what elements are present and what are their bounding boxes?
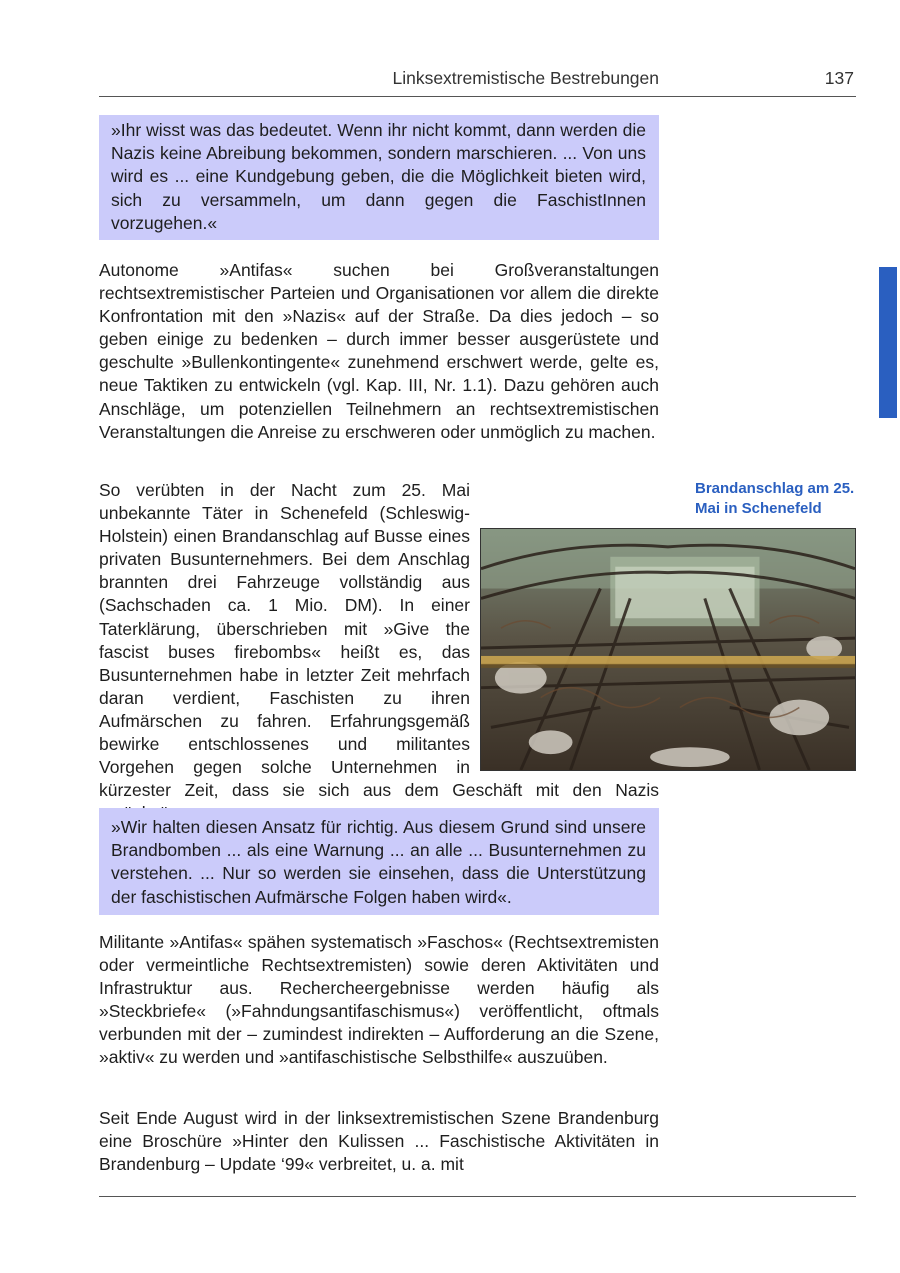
footer-rule: [99, 1196, 856, 1197]
chapter-tab-marker: [879, 267, 897, 418]
photo-container: [480, 528, 856, 771]
page-header: [99, 66, 856, 97]
paragraph-2-container: [99, 479, 659, 825]
paragraph-4: Seit Ende August wird in der linksextremistischen Szene Brandenburg eine Broschüre »Hinter den Kulissen ... Faschistische Aktivitäten in Brandenburg – Update ‘99« verbreitet, u. a. mit: [99, 1108, 659, 1175]
quote-box-1: »Ihr wisst was das bedeutet. Wenn ihr nicht kommt, dann werden die Nazis keine Abreibung bekommen, sondern marschieren. ... Von uns wird es ... eine Kundgebung geben, die die Möglichkeit bieten wird, sich zu versammeln, um dann gegen die FaschistInnen vorzugehen.«: [99, 115, 659, 240]
paragraph-1: Autonome »Antifas« suchen bei Großveranstaltungen rechtsextremistischer Parteien und Organisationen vor allem die direkte Konfrontation mit den »Nazis« auf der Straße. Da dies jedoch – so geben einige zu bedenken – durch immer besser ausgerüstete und geschulte »Bullenkontingente« zunehmend erschwert werde, gelte es, neue Taktiken zu entwickeln (vgl. Kap. III, Nr. 1.1). Dazu gehören auch Anschläge, um potenziellen Teilnehmern an rechtsextremistischen Veranstaltungen die Anreise zu erschweren oder unmöglich zu machen.: [99, 260, 659, 442]
side-note: Brandanschlag am 25. Mai in Schenefeld: [695, 480, 855, 517]
paragraph-2-text: So verübten in der Nacht zum 25. Mai unbekannte Täter in Schenefeld (Schleswig-Holstein) einen Brandanschlag auf Busse eines privaten Busunternehmers. Bei dem Anschlag brannten drei Fahrzeuge vollständig aus (Sachschaden ca. 1 Mio. DM). In einer Taterklärung, überschrieben mit »Give the fascist buses firebombs« heißt es, das Busunternehmen habe in letzter Zeit mehrfach daran verdient, Faschisten zu ihren Aufmärschen zu fahren. Erfahrungsgemäß bewirke entschlossenes und militantes Vorgehen gegen solche Unternehmen in kürzester Zeit, dass sie sich aus dem Geschäft mit den Nazis: [99, 480, 659, 801]
paragraph-3: Militante »Antifas« spähen systematisch »Faschos« (Rechtsextremisten oder vermeintliche Rechtsextremisten) sowie deren Aktivitäten und Infrastruktur aus. Rechercheergebnisse werden häufig als »Steckbriefe« (»Fahndungsantifaschismus«) veröffentlicht, oftmals verbunden mit der – zumindest indirekten – Aufforderung an die Szene, »aktiv« zu werden und »antifaschistische Selbsthilfe« auszuüben.: [99, 932, 659, 1068]
quote-box-2: »Wir halten diesen Ansatz für richtig. Aus diesem Grund sind unsere Brandbomben ... als eine Warnung ... an alle ... Busunternehmen zu verstehen. ... Nur so werden sie einsehen, dass die Unterstützung der faschistischen Aufmärsche Folgen haben wird«.: [99, 808, 659, 915]
page-number: 137: [824, 68, 854, 88]
burned-bus-photo: [480, 528, 856, 771]
running-head-title: Linksextremistische Bestrebungen: [392, 68, 659, 88]
